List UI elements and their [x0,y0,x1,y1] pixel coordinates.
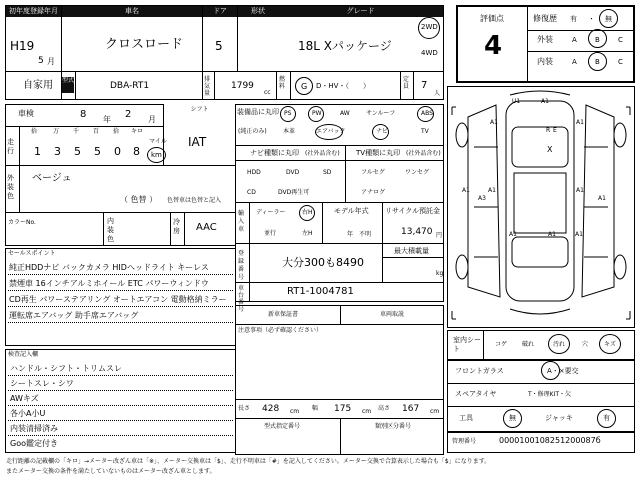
mile-unit-4: 拾 [113,128,120,135]
model-year-hd: モデル年式 [334,207,369,215]
mile-unit-2: 千 [73,128,80,135]
import-div3 [382,203,383,243]
repair-label: 修復歴 [533,14,557,23]
insp-line [6,126,163,127]
equip-abs: ABS [421,110,433,117]
glass-a-circle [541,361,560,380]
score-line1 [528,30,634,31]
dmg-a1-2: A1 [576,119,584,126]
mile-unit-5: キロ [131,128,144,135]
equip-sub: (純正のみ) [238,128,267,135]
ext-b: B [595,36,600,44]
navi-hdd: HDD [247,169,261,176]
jack-value: 有 [603,414,610,422]
warranty-hd: 新車保証書 [268,311,299,318]
door-label: ドア [203,6,237,17]
score-divider [527,6,528,82]
dmg-a1-3: A1 [462,187,470,194]
mile-digit-0: 1 [34,145,41,158]
jack-circle [597,409,616,428]
ac-label: 冷房 [173,218,180,235]
insp-note-0: ハンドル・シフト・トリムスレ [10,364,122,373]
load-unit: kg [436,270,444,277]
insp-dl3 [8,405,233,406]
mile-digit-1: 3 [54,145,61,158]
reg-month: 5 [38,56,44,66]
insp-note-4: 内装清掃済み [10,424,58,433]
rear-window [512,237,568,267]
repair-yes: 有 [570,15,577,23]
notes-hd: 注意事項（必ず確認ください） [238,327,323,334]
equip-navi: ナビ [376,128,389,135]
inspection-label: 車検 [18,109,34,118]
load-hl [383,257,443,258]
navi-sd: SD [323,169,332,176]
km-circle [147,147,166,163]
mile-digit-2: 5 [74,145,81,158]
fuel-rest: D・HV・（ ） [316,82,370,90]
cap-label: 定員 [403,76,410,90]
int-div1 [103,213,104,245]
tv-hl [346,160,444,161]
score-line2 [528,51,634,52]
first-reg-label: 初年度登録年月 [6,6,61,17]
w-label: 幅 [312,405,319,412]
plate-div1 [249,244,250,282]
displacement: 1799 [231,81,254,91]
dmg-x: X [547,145,553,154]
h-label: 高さ [378,405,391,412]
insp-month-unit: 月 [148,115,156,124]
dmg-a1-0: A1 [541,98,549,105]
fuel-g: G [301,82,308,91]
drive-2wd: 2WD [421,23,438,31]
ext-a: A [572,36,577,44]
seat-opt-1: 破れ [522,341,535,348]
seat-opt-0: コゲ [495,341,508,348]
tool-value: 無 [509,414,516,422]
w-unit: cm [362,408,372,415]
ps-circle [280,106,296,122]
drive-4wd: 4WD [421,49,438,57]
glass-hl1 [448,383,634,384]
sales-dl2 [8,290,233,291]
recycle-value: 13,470 [401,227,433,237]
abs-circle [417,106,434,122]
navi-sub: (社外品含む) [305,150,340,157]
plate-value: 大分300も8490 [282,256,364,269]
glass-label: フロントガラス [455,367,504,375]
reg-year: H19 [10,39,35,53]
dmg-a1-5: A1 [576,187,584,194]
mile-digit-5: 8 [133,145,140,158]
row2-div5 [276,72,277,99]
seat-opt-4: キズ [604,341,616,348]
fuel-g-circle [295,77,313,95]
tv-full: フルセグ [361,169,385,176]
pw-circle [308,106,324,122]
sales-line-0: 純正HDDナビ バックカメラ HIDヘッドライト キーレス [9,263,209,272]
seat-opt-3: 穴 [582,341,589,348]
h-value: 167 [402,404,420,414]
tv-one: ワンセグ [405,169,430,176]
navi-dvd: DVD [286,169,300,176]
equip-aw: AW [340,110,350,117]
ac-value: AAC [196,222,217,233]
equip-ps: PS [284,110,292,117]
row2-div4 [214,72,215,99]
tv-hd: TV種類に丸印 [356,149,401,157]
insp-year: 8 [80,109,87,120]
dmg-a1-4: A1 [488,187,496,194]
sales-line-2: CD再生 パワーステアリング オートエアコン 電動格納ミラー [9,295,227,304]
navi-dvdplay: DVD再生可 [278,189,310,196]
ext-b-circle [588,29,607,48]
sales-label: セールスポイント [8,250,56,257]
mile-digit-4: 0 [114,145,121,158]
model-label: 型式 [62,77,74,93]
dmg-a3: A3 [478,195,486,202]
footer-line1: 走行距離の記載欄の「キロ」→メーター改ざん車は「※」、メーター交換車は「$」、走行不明車は「#」を記入してください。メーター交換で合算表示した場合も「$」になります。 [6,458,491,465]
capacity: 7 [421,80,428,91]
navi-cd: CD [247,189,256,196]
navi-hl [236,160,346,161]
row2-div8 [413,72,414,99]
insp-dl4 [8,420,233,421]
cap-unit: 人 [434,90,441,97]
import-div2 [322,203,323,243]
color-value: ベージュ [32,173,72,184]
color-label: 外装色 [7,174,14,200]
grade: 18L Xパッケージ [298,39,392,53]
insp-dl5 [8,435,233,436]
h-unit: cm [430,408,440,415]
tv-sub: (社外品含む) [406,150,441,157]
repair-no-circle [599,9,618,28]
car-name: クロスロード [105,37,184,52]
color-note: 色替車は色替と記入 [167,197,222,204]
seat-div [483,331,484,359]
glass-opts: A・×要交 [547,367,579,375]
dmg-e: E [553,127,557,134]
row2-div2 [75,72,76,99]
class-label: 類別区分番号 [375,423,412,430]
roof [514,173,566,233]
insp-dl2 [8,390,233,391]
type-div [340,419,341,454]
insp-note-2: AWキズ [10,394,39,403]
shift-value: IAT [188,135,207,149]
disp-label: 排気量 [204,76,211,97]
sales-line-1: 禁煙車 16インチアルミホイール ETC パワーウィンドウ [9,279,209,288]
plate-label: 登録番号 [238,250,245,281]
inspector-label: 検査記入欄 [8,351,39,358]
import-label: 輸入車 [238,210,245,233]
plate-div2 [382,244,383,282]
row2-div3 [202,72,203,99]
insp-note-5: Goo鑑定付き [10,439,58,448]
color-no-label: カラーNo. [8,219,36,226]
len-value: 428 [262,404,280,414]
mile-unit-km: km [151,151,162,159]
chassis-div [249,283,250,301]
model-year-text: 年 不明 [347,231,372,238]
model: DBA-RT1 [110,81,150,91]
equip-pw: PW [312,110,322,117]
int-b: B [595,58,600,66]
insp-dl1 [8,375,233,376]
import-div1 [249,203,250,243]
mile-left-div [19,126,20,166]
dmg-a1-1: A1 [490,119,498,126]
righth-circle [299,205,315,221]
color-paren: （ 色替 ） [120,195,158,204]
footer-line2: またメーター交換の条件を満たしていないものはメーター改ざん車とします。 [6,468,216,475]
w-value: 175 [334,404,352,414]
int-div2 [170,213,171,245]
seat-opt-2: 汚れ [553,341,566,348]
manual-hd: 車両取説 [380,311,405,318]
ext-label: 外装 [537,35,553,44]
insp-note-1: シートスレ・シワ [10,379,74,388]
warranty-div [340,306,341,324]
car-body-outline [506,98,574,301]
import-lefth: 左H [302,230,313,237]
mile-unit-1: 万 [53,128,60,135]
spare-opts: T・修理KIT・欠 [528,391,572,398]
eval-label: 評価点 [480,14,504,23]
mile-digit-3: 5 [94,145,101,158]
car-diagram [448,87,634,327]
dmg-a1-7: A1 [509,231,517,238]
int-div3 [184,213,185,245]
int-c: C [618,58,623,66]
equip-sunroof: サンルーフ [366,110,396,117]
grade-label: グレード [278,6,443,17]
equip-label: 装備品に丸印 [237,108,279,116]
equip-airbag: エアバック [316,128,346,135]
dmg-r: R [546,127,551,134]
recycle-unit: 円 [436,232,443,239]
mile-unit-0: 拾 [31,128,38,135]
spare-label: スペアタイヤ [455,390,497,398]
chassis-label: 車台番号 [238,285,245,313]
dmg-a1-9: A1 [575,231,583,238]
seat-scratch-circle [599,334,621,354]
int-label: 内装 [537,57,553,66]
mgmt-label: 管理番号 [452,438,477,445]
doors: 5 [215,39,223,53]
inner-label: 内装色 [107,217,114,243]
insp-note-3: 各小A小U [10,409,46,418]
dmg-u1: U1 [512,98,521,105]
repair-sep: ・ [588,15,595,23]
row2-div6 [290,72,291,99]
mile-unit-3: 百 [93,128,100,135]
equip-tv: TV [421,128,429,135]
load-hd: 最大積載量 [394,247,429,255]
dmg-a1-6: A1 [598,195,606,202]
mgmt-value: 0000100108251200087б [499,436,601,445]
navi-circle [372,124,389,140]
eval-score: 4 [484,31,503,61]
shift-label: シフト [163,104,236,115]
sales-dl4 [8,322,233,323]
seat-dirt-circle [548,334,570,354]
import-parallel: 並行 [264,230,277,237]
len-label: 長さ [238,405,251,412]
insp-month: 2 [125,109,132,120]
int-a: A [572,58,577,66]
mileage-label: 走行 [7,138,14,155]
dmg-a1-8: A1 [548,231,556,238]
shape-label: 形状 [238,6,278,17]
fuel-label: 燃料 [279,76,286,90]
seat-label: 室内シート [453,336,481,353]
len-unit: cm [290,408,300,415]
car-name-label: 車名 [62,6,202,17]
navi-hd: ナビ種類に丸印 [250,149,299,157]
sales-dl3 [8,306,233,307]
chassis-value: RT1-1004781 [287,286,354,297]
import-righth: 右H [302,209,313,216]
equip-leather: 本革 [283,128,296,135]
mile-unit-mile: マイル [149,138,167,145]
row2-div7 [400,72,401,99]
airbag-circle [315,124,343,140]
glass-hl2 [448,406,634,407]
notes-block [235,324,444,400]
sales-dl1 [8,274,233,275]
color-div [19,166,20,212]
jack-label: ジャッキ [545,414,573,422]
reg-month-unit: 月 [47,57,55,66]
tool-label: 工具 [459,414,473,422]
import-dealer: ディーラー [256,209,286,216]
tv-analog: アナログ [361,189,386,196]
insp-year-unit: 年 [103,115,111,124]
type-label: 型式指定番号 [264,423,301,430]
owner-type: 自家用 [23,80,53,91]
repair-no: 無 [605,15,612,23]
ext-c: C [618,36,623,44]
int-b-circle [588,52,607,71]
sales-line-3: 運転席エアバッグ 助手席エアバッグ [9,311,139,320]
windshield [512,127,568,167]
recycle-hd: リサイクル預託金 [385,207,441,215]
tool-circle [503,409,522,428]
disp-unit: cc [264,89,271,96]
